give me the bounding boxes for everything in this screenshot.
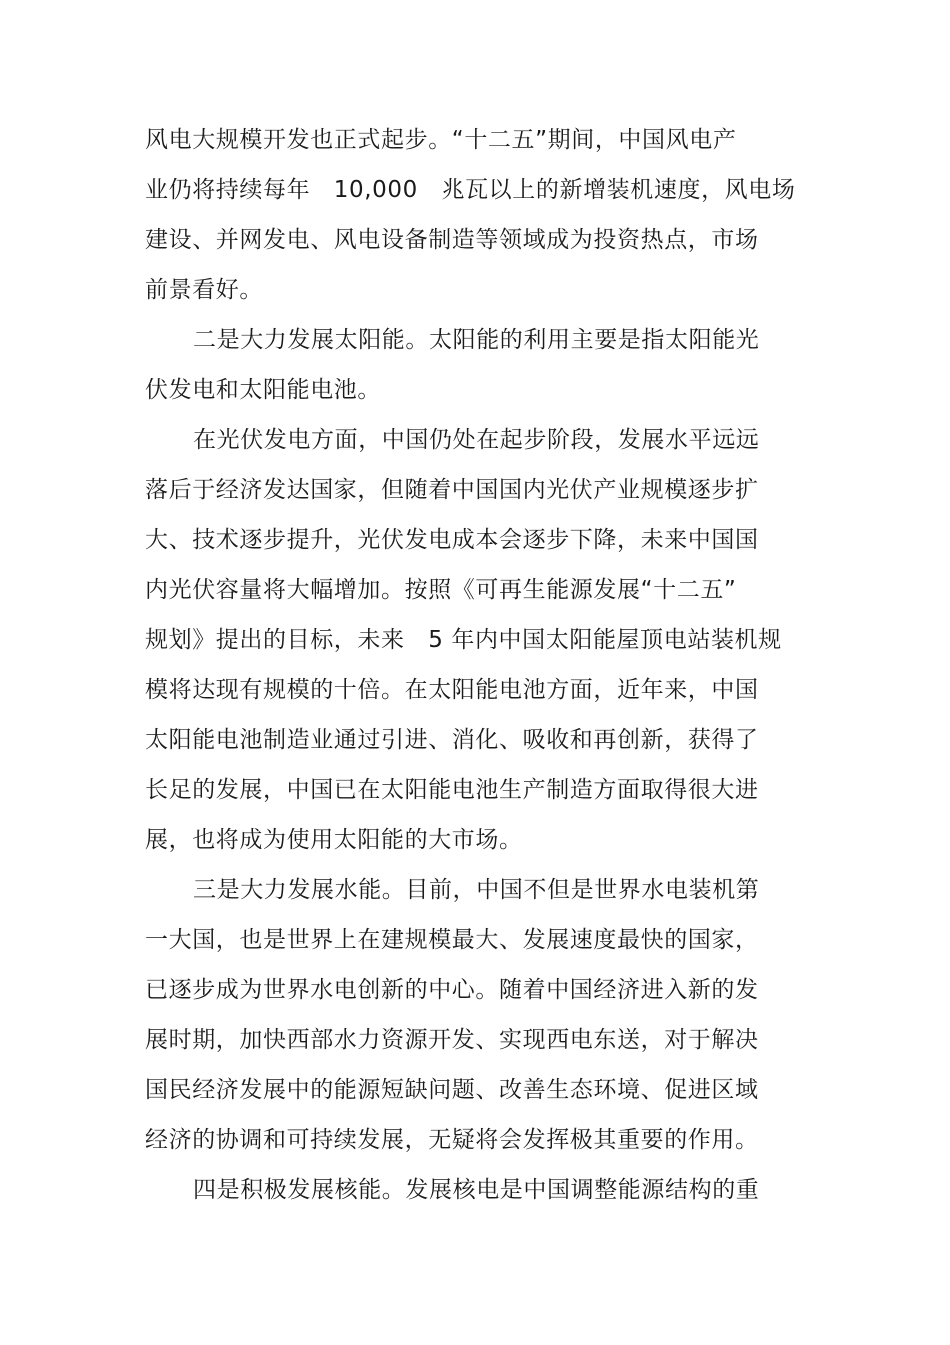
text-line: 长足的发展，中国已在太阳能电池生产制造方面取得很大进 bbox=[145, 777, 759, 803]
text-line: 内光伏容量将大幅增加。按照《可再生能源发展“十二五” bbox=[145, 577, 737, 603]
text-line: 业仍将持续每年 10,000 兆瓦以上的新增装机速度，风电场 bbox=[145, 177, 796, 203]
text-line: 国民经济发展中的能源短缺问题、改善生态环境、促进区域 bbox=[145, 1077, 759, 1103]
text-line: 伏发电和太阳能电池。 bbox=[145, 377, 381, 403]
text-line: 落后于经济发达国家，但随着中国国内光伏产业规模逐步扩 bbox=[145, 477, 759, 503]
text-line: 展时期，加快西部水力资源开发、实现西电东送，对于解决 bbox=[145, 1027, 759, 1053]
text-line: 经济的协调和可持续发展，无疑将会发挥极其重要的作用。 bbox=[145, 1127, 759, 1153]
paragraph-first-line: 二是大力发展太阳能。太阳能的利用主要是指太阳能光 bbox=[193, 327, 760, 353]
text-line: 建设、并网发电、风电设备制造等领域成为投资热点，市场 bbox=[145, 227, 759, 253]
paragraph-first-line: 在光伏发电方面，中国仍处在起步阶段，发展水平远远 bbox=[193, 427, 760, 453]
text-line: 太阳能电池制造业通过引进、消化、吸收和再创新，获得了 bbox=[145, 727, 759, 753]
text-line: 展，也将成为使用太阳能的大市场。 bbox=[145, 827, 523, 853]
text-line: 大、技术逐步提升，光伏发电成本会逐步下降，未来中国国 bbox=[145, 527, 759, 553]
text-line: 一大国，也是世界上在建规模最大、发展速度最快的国家， bbox=[145, 927, 759, 953]
text-line: 已逐步成为世界水电创新的中心。随着中国经济进入新的发 bbox=[145, 977, 759, 1003]
text-line: 风电大规模开发也正式起步。“十二五”期间，中国风电产 bbox=[145, 127, 737, 153]
paragraph-first-line: 四是积极发展核能。发展核电是中国调整能源结构的重 bbox=[193, 1177, 760, 1203]
text-line: 规划》提出的目标，未来 5 年内中国太阳能屋顶电站装机规 bbox=[145, 627, 782, 653]
paragraph-first-line: 三是大力发展水能。目前，中国不但是世界水电装机第 bbox=[193, 877, 760, 903]
text-line: 前景看好。 bbox=[145, 277, 263, 303]
text-line: 模将达现有规模的十倍。在太阳能电池方面，近年来，中国 bbox=[145, 677, 759, 703]
